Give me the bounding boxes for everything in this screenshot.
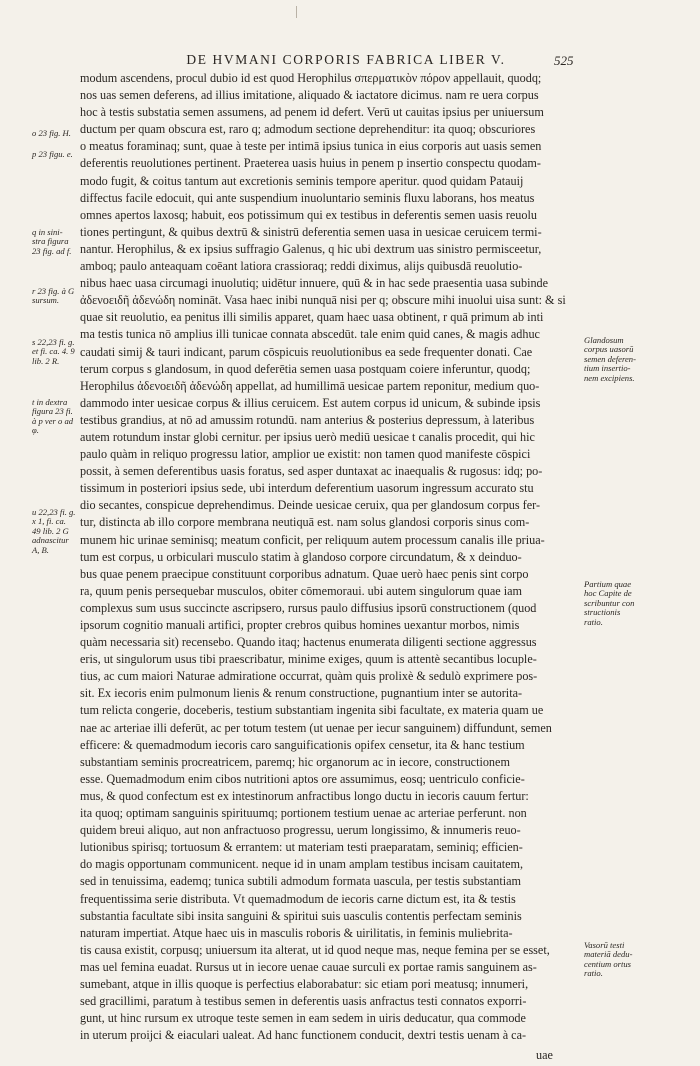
text-line: substantia facultate sibi insita sanguini & spiritui suis uasculis contentis perfectam seminis [80, 908, 522, 923]
text-line: autem rotundum instar globi cernitur. per ipsius uerò mediū uesicae t canalis procedit, qui hic [80, 429, 535, 444]
running-head: DE HVMANI CORPORIS FABRICA LIBER V. [186, 52, 506, 67]
margin-note-line: 23 fig. ad f. [32, 245, 72, 256]
margin-note-line: centium ortus [584, 958, 632, 969]
text-line: ipsorum cognitio manuali artifici, propter crebros quibus homines uexantur morbos, nimis [80, 618, 520, 632]
margin-note-line: et fi. ca. 4. 9 [32, 346, 75, 357]
text-line: terum corpus s glandosum, in quod deferētia semen uasa postquam coiere inferuntur, quodq; [80, 361, 531, 376]
text-line: munem hic urinae seminisq; meatum conficit, per reliquum autem processum canalis ille priua- [80, 532, 545, 547]
text-line: ita quoq; optimam sanguinis spirituumq; portionem testium uenae ac arteriae perferunt. non [80, 806, 527, 821]
text-line: possit, à semen deferentibus uasis foratus, sed asper duntaxat ac inaequalis & rugosus: idq; po- [80, 464, 543, 479]
text-line: tissimum in posteriori ipsius sede, ubi interdum deferentium uasorum ingressum accurato stu [80, 481, 534, 496]
margin-note-line: lib. 2 R. [32, 355, 60, 366]
text-line: esse. Quemadmodum enim cibos nutritioni aptos ore assumimus, eosq; uentriculo conficie- [80, 771, 525, 786]
text-line: ra, quum penis persequebar musculos, obiter cōmemoraui. ubi autem singulorum quae iam [80, 583, 523, 598]
text-line: nae ac arteriae illi deferūt, ac per totum testem (ut uenae per iecur sanguinem) diffundunt, semen [80, 720, 552, 735]
text-line: eris, ut singulorum usus tibi praescribatur, minime exiges, quum is attentè secantibus locuple- [80, 652, 537, 667]
text-line: frequentissima serie distributa. Vt quemadmodum de iecoris carne dictum est, ita & testis [80, 891, 516, 906]
margin-note [32, 338, 78, 366]
text-line: lutionibus spirisq; tortuosum & errantem: ut materiam testi praeparatam, seminiq; efficien- [80, 840, 523, 855]
margin-note-line: ratio. [584, 968, 603, 979]
margin-note-line: structionis [584, 607, 621, 618]
margin-note-line: φ. [32, 425, 39, 436]
text-line: sed gracillimi, paratum à testibus semen in deferentis uasis anfractus testi connatos exporri- [80, 994, 527, 1009]
text-line: sumebant, atque in illis quoque is perfectius elaborabatur: sic etiam pori meatusq; innumeri, [80, 976, 529, 991]
text-line: testibus grandius, at nō ad amussim rotundū. nam anterius & posterius depressum, à lateribus [80, 412, 535, 427]
margin-note-line: Glandosum [584, 335, 624, 345]
text-line: amboq; paulo anteaquam coēant latiora crassioraq; reddi diximus, alijs quibusdā reuolutio- [80, 259, 523, 274]
margin-note [32, 398, 78, 436]
margin-note [32, 287, 78, 306]
text-line: deferentis reuolutiones pertinent. Praeterea uasis huius in penem p insertio conspectu quodam- [80, 156, 541, 171]
margin-note-line: semen deferen- [584, 353, 636, 364]
text-line: tiones pertingunt, & quibus dextrū & sinistrū deferentia semen uasa in uesicae ceruicem termi- [80, 224, 542, 239]
catchword: uae [536, 1048, 553, 1062]
margin-note-line: tium insertio- [584, 363, 631, 374]
margin-note-line: q in sini- [32, 227, 63, 237]
margin-note [584, 941, 646, 979]
text-line: nibus haec uasa circumagi inuolutiq; uidētur innuere, quū & in hac sede praesentia uasa subinde [80, 276, 549, 291]
text-line: bus quae penem praecipue constituunt corporibus adnatum. Quae uerò haec penis sint corpo [80, 566, 529, 581]
text-line: diffectus facile edocuit, qui ante suspendium inuoluntario seminis fluxu laborans, hos meatus [80, 190, 535, 205]
margin-note [584, 336, 646, 383]
text-line: omnes apertos laxosq; habuit, eos potissimum qui ex testibus in deferentis semen uasis reuolu [80, 207, 537, 222]
text-line: tum relicta congerie, doceberis, testium substantiam ingenita sibi facultate, ex materia quam ue [80, 703, 544, 718]
margin-note [32, 129, 78, 138]
text-line: gunt, ut hinc rursum ex utroque teste semen in eam sedem in uiris deducatur, qua commode [80, 1011, 526, 1026]
margin-note-line: x 1, fi. ca. [32, 516, 66, 527]
margin-note-line: ratio. [584, 616, 603, 627]
text-line: in uterum proijci & eiaculari ualeat. Ad hanc functionem conducit, dextri testis uenam à ca- [80, 1028, 527, 1043]
text-line: substantiam seminis procreatricem, paremq; hic organorum ac in iecore, constructionem [80, 754, 510, 769]
margin-note-line: hoc Capite de [584, 588, 632, 599]
text-line: tur, distincta ab illo corpore membrana neutiquā est. nam solus glandosi corporis sinus com- [80, 515, 530, 530]
text-line: sed in tenuissima, eademq; tunica subtili admodum formata uascula, per testis substantiam [80, 874, 522, 889]
margin-note-line: sursum. [32, 295, 59, 306]
margin-note-line: o 23 fig. H. [32, 128, 71, 138]
text-line: quàm necessaria sit) recensebo. Quando itaq; hactenus enumerata diligenti sectione aggressus [80, 635, 537, 650]
main-text-block [80, 70, 578, 1044]
text-line: paulo quàm in reliquo progressu latior, amplior ue existit: non tamen quod manifeste cōspici [80, 447, 531, 462]
text-line: modum ascendens, procul dubio id est quod Herophilus σπερματικὸν πόρον appellauit, quodq; [80, 71, 542, 85]
margin-note-line: s 22,23 fi. g. [32, 337, 75, 347]
scan-mark [296, 6, 297, 18]
margin-note-line: r 23 fig. à G [32, 286, 75, 296]
text-line: naturam impertiat. Atque haec uis in masculis roboris & uirilitatis, in feminis muliebrita- [80, 925, 513, 940]
margin-note-line: materiā dedu- [584, 949, 633, 960]
text-line: modo fugit, & coitus tantum aut excretionis seminis tempore aperitur. quod quidam Patauij [80, 173, 524, 188]
text-line: quae sit reuolutio, ea penitus illi similis apparet, quam haec uasa obtinent, r quā primum ab inti [80, 310, 544, 325]
margin-note-line: p 23 figu. e. [32, 149, 73, 159]
text-line: hoc à testis substatia semen assumens, ad penem id defert. Verū ut cauitas ipsius per uniuersum [80, 105, 544, 120]
margin-note-line: à p ver o ad [32, 415, 74, 426]
text-line: tius, ac cum maiori Naturae admiratione occurrat, quàm quis prolixè & sedulò exprimere pos- [80, 669, 538, 684]
text-line: Herophilus ἀδενοειδῆ ἀδενώδη appellat, ad humillimā uesicae partem reponitur, medium quo- [80, 378, 540, 393]
text-line: caudati simij & tauri indicant, parum cōspicuis reuolutionibus ea sede frequenter donati. Cae [80, 344, 533, 359]
margin-note-line: adnascitur [32, 535, 69, 546]
text-line: dammodo inter uesicae corpus & illius ceruicem. Est autem corpus id unicum, & subinde ipsis [80, 395, 541, 410]
text-line: mus, & quod confectum est ex intestinorum anfractibus longo ductu in iecoris cauum fertur: [80, 788, 529, 803]
margin-note [32, 150, 78, 159]
margin-note-line: t in dextra [32, 397, 68, 407]
page-number: 525 [554, 53, 574, 68]
margin-note-line: Partium quae [584, 579, 632, 589]
text-line: sit. Ex iecoris enim pulmonum lienis & renum constructione, pugnantium inter se autorita- [80, 686, 523, 701]
text-line: complexus sum usus succincte ascripsero, rursus paulo diffusius ipsorū constructionem (quod [80, 600, 537, 615]
text-line: ma testis tunica nō amplius illi tunicae connata abscedūt. tale enim quid canes, & magis adhuc [80, 327, 540, 342]
text-line: dio secantes, conspicue deprehendimus. Deinde uesicae ceruix, qua per glandosum corpus fer- [80, 498, 541, 513]
text-line: o meatus foraminaq; sunt, quae à teste per intimā ipsius tunica in eius corporis aut uasis semen [80, 139, 542, 154]
text-line: tis causa existit, corpusq; uniuersum ita alterat, ut id quod neque mas, neque femina per se esset, [80, 942, 550, 957]
text-line: nantur. Herophilus, & ex ipsius suffragio Galenus, q hic ubi dextrum uas sinistro permisceetur, [80, 241, 542, 256]
text-line: quidem breui aliquo, aut non anfractuoso progressu, uerum longissimo, & innumeris reuo- [80, 823, 521, 838]
margin-note-line: figura 23 fi. [32, 406, 73, 417]
margin-note-line: 49 lib. 2 G [32, 525, 69, 536]
text-line: do magis opportunam communicent. neque id in unam amplam testibus incisam cauitatem, [80, 857, 524, 872]
text-line: ἀδενοειδῆ ἀδενώδη nomināt. Vasa haec inibi nunquā nisi per q; obscure mihi inuolui uisa sunt: & si [80, 293, 566, 308]
margin-note-line: Vasorū testi [584, 940, 625, 950]
margin-note-line: A, B. [32, 544, 49, 555]
text-line: mas uel femina euadat. Rursus ut in iecore uenae cauae surculi ex portae ramis sanguinem as- [80, 959, 537, 974]
text-line: nos uas semen deferens, ad illius imitatione, aliquado & iactatore dicimus. nam re uera corpus [80, 88, 539, 103]
text-line: ductum per quam obscura est, raro q; admodum sectione deprehenditur: ita quoq; obscuriores [80, 122, 536, 137]
margin-note [32, 228, 78, 256]
margin-note-line: u 22,23 fi. g. [32, 507, 76, 517]
margin-note [32, 508, 78, 555]
margin-note-line: scribuntur con [584, 597, 635, 608]
margin-note-line: nem excipiens. [584, 372, 635, 383]
text-line: efficere: & quemadmodum iecoris caro sanguificationis opifex censetur, ita & hanc testium [80, 737, 525, 752]
text-line: tum est corpus, u orbiculari musculo statim à glandoso corpore circundatum, & x deinduo- [80, 549, 522, 564]
margin-note [584, 580, 646, 627]
margin-note-line: corpus uasorū [584, 344, 634, 355]
margin-note-line: stra figura [32, 236, 69, 247]
